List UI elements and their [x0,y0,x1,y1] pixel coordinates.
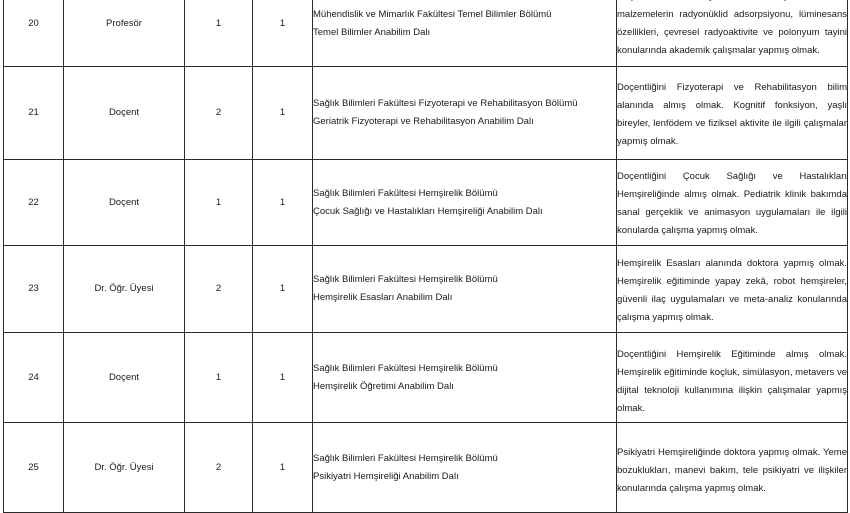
faculty-department: Sağlık Bilimleri Fakültesi Hemşirelik Bölümü [313,452,498,464]
row-number: 24 [4,333,64,423]
position-listing-table [3,0,848,513]
requirement-text: Doçentliğini Fizyoterapi ve Rehabilitasyon bilim alanında almış olmak. Kognitif fonksiyon, yaşlı bireyler, lenfödem ve fiziksel aktivite ile ilgili çalışmalar yapmış olmak. [617,67,848,160]
table-row [4,423,848,513]
division: Hemşirelik Öğretimi Anabilim Dalı [313,380,454,392]
table-row [4,246,848,333]
table-row [4,333,848,423]
requirement-text: Doçentliğini Çocuk Sağlığı ve Hastalıkları Hemşireliğinde almış olmak. Pediatrik klinik bakımda sanal gerçeklik ve animasyon uygulamaları ile ilgili konularda çalışma yapmış olmak. [617,160,848,246]
division: Çocuk Sağlığı ve Hastalıkları Hemşireliği Anabilim Dalı [313,205,543,217]
position-degree: 1 [253,160,313,246]
faculty-department: Mühendislik ve Mimarlık Fakültesi Temel Bilimler Bölümü [313,8,552,20]
department-cell [313,333,617,423]
table-row [4,67,848,160]
academic-title: Profesör [64,0,185,67]
faculty-department: Sağlık Bilimleri Fakültesi Hemşirelik Bölümü [313,274,498,285]
position-degree: 1 [253,246,313,333]
table-row [4,0,848,67]
academic-title: Doçent [64,160,185,246]
division: Temel Bilimler Anabilim Dalı [313,26,431,38]
position-degree: 1 [253,67,313,160]
department-cell [313,0,617,67]
position-count: 1 [185,0,253,67]
position-count: 2 [185,67,253,160]
requirement-text: malzemelerin radyonüklid adsorpsiyonu, lüminesans özellikleri, çevresel radyoaktivite ve polonyum tayini konularında akademik çalışmalar yapmış olmak. [617,0,848,67]
position-count: 1 [185,333,253,423]
department-cell [313,160,617,246]
division: Psikiyatri Hemşireliği Anabilim Dalı [313,470,459,482]
row-number: 25 [4,423,64,513]
requirement-text: Doçentliğini Hemşirelik Eğitiminde almış olmak. Hemşirelik eğitiminde koçluk, simülasyon, metavers ve dijital teknoloji kullanımına ilişkin çalışmalar yapmış olmak. [617,333,848,423]
faculty-department: Sağlık Bilimleri Fakültesi Fizyoterapi ve Rehabilitasyon Bölümü [313,98,578,109]
position-degree: 1 [253,0,313,67]
faculty-department: Sağlık Bilimleri Fakültesi Hemşirelik Bölümü [313,362,498,374]
academic-title: Dr. Öğr. Üyesi [64,423,185,513]
department-cell [313,67,617,160]
division: Hemşirelik Esasları Anabilim Dalı [313,292,453,303]
requirement-text: Hemşirelik Esasları alanında doktora yapmış olmak. Hemşirelik eğitiminde yapay zekâ, robot hemşireler, güvenli ilaç uygulamaları ve meta-analiz konularında çalışma yapmış olmak. [617,246,848,333]
faculty-department: Sağlık Bilimleri Fakültesi Hemşirelik Bölümü [313,187,498,199]
row-number: 23 [4,246,64,333]
position-count: 1 [185,160,253,246]
row-number: 20 [4,0,64,67]
requirement-text: Psikiyatri Hemşireliğinde doktora yapmış olmak. Yeme bozuklukları, manevi bakım, tele psikiyatri ve ilişkiler konularında çalışma yapmış olmak. [617,423,848,513]
division: Geriatrik Fizyoterapi ve Rehabilitasyon Anabilim Dalı [313,116,534,127]
academic-title: Doçent [64,67,185,160]
position-degree: 1 [253,333,313,423]
academic-title: Doçent [64,333,185,423]
position-count: 2 [185,246,253,333]
academic-title: Dr. Öğr. Üyesi [64,246,185,333]
row-number: 22 [4,160,64,246]
department-cell [313,246,617,333]
row-number: 21 [4,67,64,160]
position-count: 2 [185,423,253,513]
table-row [4,160,848,246]
department-cell [313,423,617,513]
position-degree: 1 [253,423,313,513]
